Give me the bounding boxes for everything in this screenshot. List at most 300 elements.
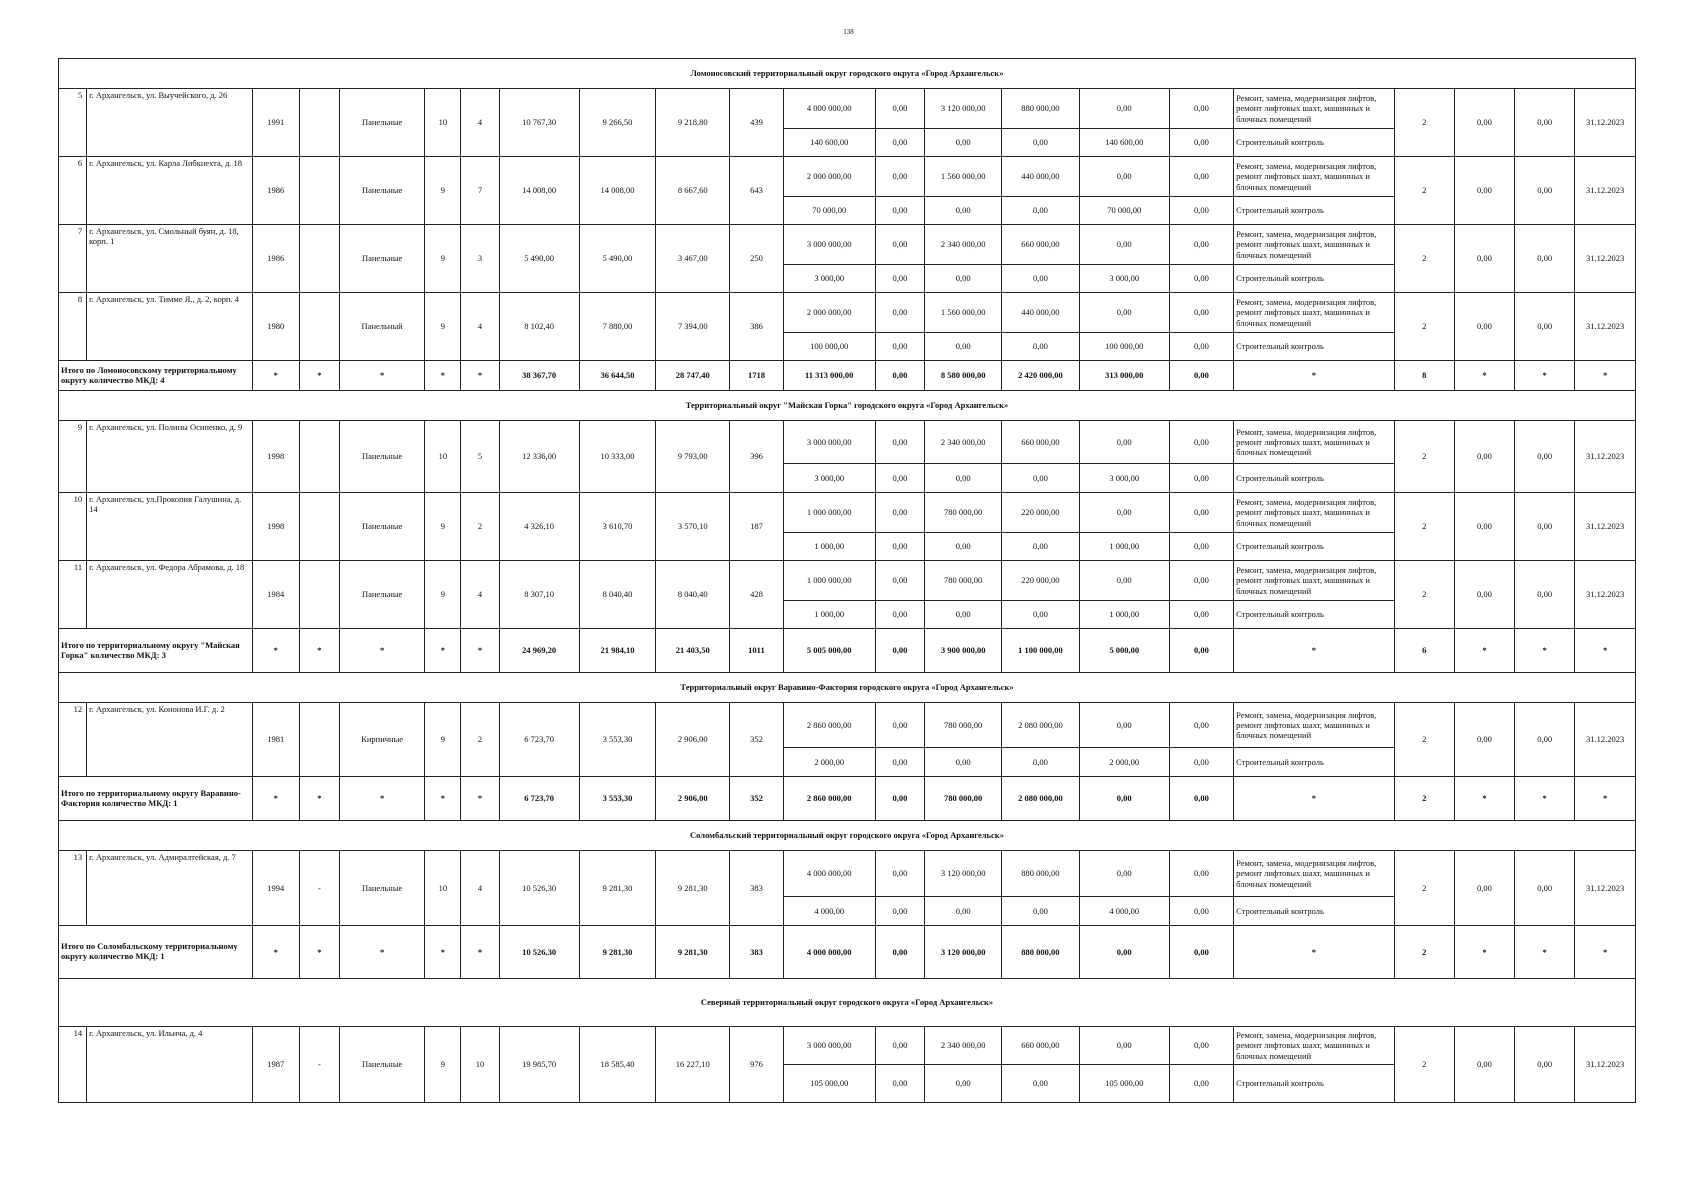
fund-3: 0,00: [1002, 533, 1079, 561]
total-total: 4 000 000,00: [783, 926, 875, 979]
fund-1: 0,00: [875, 157, 924, 197]
table-row: [59, 561, 1636, 601]
address: г. Архангельск, ул. Полины Осипенко, д. 9: [87, 421, 253, 493]
lift-quantity: 2: [1394, 157, 1454, 225]
fund-1: 0,00: [875, 333, 924, 361]
total-area-total: 6 723,70: [499, 777, 579, 821]
area-residential: 10 333,00: [579, 421, 655, 493]
total-area-liv: 21 403,50: [656, 629, 730, 673]
total-area-res: 9 281,30: [579, 926, 655, 979]
fund-2: 0,00: [925, 265, 1002, 293]
fund-1: 0,00: [875, 493, 924, 533]
build-year: 1994: [252, 851, 299, 926]
fund-4: 4 000,00: [1079, 897, 1169, 926]
total-area-res: 21 984,10: [579, 629, 655, 673]
cost-total: 4 000,00: [783, 897, 875, 926]
total-f3: 2 080 000,00: [1002, 777, 1079, 821]
address: г. Архангельск, ул. Смольный буян, д. 18, корп. 1: [87, 225, 253, 293]
work-type: Строительный контроль: [1234, 533, 1395, 561]
work-type: Строительный контроль: [1234, 464, 1395, 493]
fund-3: 660 000,00: [1002, 225, 1079, 265]
deadline: 31.12.2023: [1575, 1027, 1636, 1103]
fund-2: 780 000,00: [925, 703, 1002, 748]
total-total: 5 005 000,00: [783, 629, 875, 673]
fund-4: 0,00: [1079, 851, 1169, 897]
unit-cost-1: 0,00: [1454, 1027, 1514, 1103]
fund-1: 0,00: [875, 129, 924, 157]
work-type: Ремонт, замена, модернизация лифтов, ремонт лифтовых шахт, машинных и блочных помещений: [1234, 89, 1395, 129]
unit-cost-2: 0,00: [1515, 293, 1575, 361]
fund-3: 0,00: [1002, 897, 1079, 926]
fund-4: 0,00: [1079, 89, 1169, 129]
residents: 976: [730, 1027, 783, 1103]
area-total: 19 985,70: [499, 1027, 579, 1103]
total-f4: 5 000,00: [1079, 629, 1169, 673]
work-type: Строительный контроль: [1234, 897, 1395, 926]
entrances: 4: [461, 851, 499, 926]
total-label: Итого по Ломоносовскому территориальному округу количество МКД: 4: [59, 361, 253, 391]
fund-5: 0,00: [1169, 703, 1233, 748]
table-row: [59, 493, 1636, 533]
fund-1: 0,00: [875, 561, 924, 601]
area-residential: 9 281,30: [579, 851, 655, 926]
asterisk-placeholder: *: [1234, 629, 1395, 673]
floors: 9: [425, 1027, 461, 1103]
unit-cost-1: 0,00: [1454, 157, 1514, 225]
fund-3: 660 000,00: [1002, 1027, 1079, 1065]
unit-cost-1: 0,00: [1454, 561, 1514, 629]
area-residential: 3 553,30: [579, 703, 655, 777]
address: г. Архангельск, ул. Тимме Я., д. 2, корп. 4: [87, 293, 253, 361]
fund-1: 0,00: [875, 897, 924, 926]
total-total: 11 313 000,00: [783, 361, 875, 391]
work-type: Ремонт, замена, модернизация лифтов, ремонт лифтовых шахт, машинных и блочных помещений: [1234, 225, 1395, 265]
fund-5: 0,00: [1169, 1065, 1233, 1103]
residents: 352: [730, 703, 783, 777]
fund-1: 0,00: [875, 197, 924, 225]
fund-3: 0,00: [1002, 601, 1079, 629]
lift-quantity: 2: [1394, 851, 1454, 926]
build-year: 1987: [252, 1027, 299, 1103]
cost-total: 4 000 000,00: [783, 851, 875, 897]
fund-2: 1 560 000,00: [925, 293, 1002, 333]
residents: 396: [730, 421, 783, 493]
area-total: 8 102,40: [499, 293, 579, 361]
residents: 643: [730, 157, 783, 225]
fund-1: 0,00: [875, 89, 924, 129]
fund-1: 0,00: [875, 265, 924, 293]
residents: 383: [730, 851, 783, 926]
fund-4: 3 000,00: [1079, 265, 1169, 293]
table-row: [59, 89, 1636, 129]
cost-total: 1 000 000,00: [783, 493, 875, 533]
area-total: 6 723,70: [499, 703, 579, 777]
table-row: [59, 225, 1636, 265]
asterisk-placeholder: *: [1575, 629, 1636, 673]
entrances: 4: [461, 89, 499, 157]
fund-2: 780 000,00: [925, 493, 1002, 533]
asterisk-placeholder: *: [425, 629, 461, 673]
total-area-liv: 2 906,00: [656, 777, 730, 821]
fund-5: 0,00: [1169, 421, 1233, 464]
fund-1: 0,00: [875, 533, 924, 561]
row-number: 12: [59, 703, 87, 777]
fund-5: 0,00: [1169, 89, 1233, 129]
asterisk-placeholder: *: [252, 361, 299, 391]
floors: 10: [425, 421, 461, 493]
total-residents: 1718: [730, 361, 783, 391]
fund-1: 0,00: [875, 421, 924, 464]
area-living: 3 467,00: [656, 225, 730, 293]
unit-cost-2: 0,00: [1515, 157, 1575, 225]
asterisk-placeholder: *: [461, 361, 499, 391]
fund-4: 100 000,00: [1079, 333, 1169, 361]
entrances: 4: [461, 561, 499, 629]
fund-2: 3 120 000,00: [925, 851, 1002, 897]
lift-quantity: 2: [1394, 1027, 1454, 1103]
fund-5: 0,00: [1169, 197, 1233, 225]
cost-total: 1 000 000,00: [783, 561, 875, 601]
total-f5: 0,00: [1169, 629, 1233, 673]
asterisk-placeholder: *: [1234, 926, 1395, 979]
fund-1: 0,00: [875, 703, 924, 748]
table-row: [59, 293, 1636, 333]
wall-material: Кирпичные: [339, 703, 424, 777]
deadline: 31.12.2023: [1575, 703, 1636, 777]
fund-1: 0,00: [875, 851, 924, 897]
fund-2: 3 120 000,00: [925, 89, 1002, 129]
build-year: 1980: [252, 293, 299, 361]
build-year: 1986: [252, 225, 299, 293]
floors: 9: [425, 293, 461, 361]
row-number: 5: [59, 89, 87, 157]
residents: 187: [730, 493, 783, 561]
fund-2: 2 340 000,00: [925, 421, 1002, 464]
column-3: [299, 293, 339, 361]
asterisk-placeholder: *: [1234, 777, 1395, 821]
asterisk-placeholder: *: [1454, 926, 1514, 979]
total-label: Итого по Соломбальскому территориальному округу количество МКД: 1: [59, 926, 253, 979]
area-total: 4 326,10: [499, 493, 579, 561]
fund-4: 1 000,00: [1079, 601, 1169, 629]
fund-3: 0,00: [1002, 129, 1079, 157]
work-type: Ремонт, замена, модернизация лифтов, ремонт лифтовых шахт, машинных и блочных помещений: [1234, 157, 1395, 197]
fund-3: 220 000,00: [1002, 493, 1079, 533]
fund-2: 0,00: [925, 129, 1002, 157]
area-living: 16 227,10: [656, 1027, 730, 1103]
floors: 9: [425, 157, 461, 225]
unit-cost-2: 0,00: [1515, 493, 1575, 561]
deadline: 31.12.2023: [1575, 225, 1636, 293]
column-3: [299, 561, 339, 629]
fund-4: 0,00: [1079, 157, 1169, 197]
asterisk-placeholder: *: [1454, 777, 1514, 821]
cost-total: 3 000 000,00: [783, 1027, 875, 1065]
deadline: 31.12.2023: [1575, 89, 1636, 157]
unit-cost-1: 0,00: [1454, 851, 1514, 926]
table-row: [59, 157, 1636, 197]
build-year: 1998: [252, 493, 299, 561]
fund-2: 0,00: [925, 333, 1002, 361]
work-type: Строительный контроль: [1234, 333, 1395, 361]
total-area-liv: 28 747,40: [656, 361, 730, 391]
work-type: Ремонт, замена, модернизация лифтов, ремонт лифтовых шахт, машинных и блочных помещений: [1234, 703, 1395, 748]
address: г. Архангельск, ул. Федора Абрамова, д. 18: [87, 561, 253, 629]
cost-total: 2 860 000,00: [783, 703, 875, 748]
section-title: Территориальный округ "Майская Горка" городского округа «Город Архангельск»: [59, 391, 1636, 421]
cost-total: 140 600,00: [783, 129, 875, 157]
total-label: Итого по территориальному округу Варавино-Фактория количество МКД: 1: [59, 777, 253, 821]
fund-1: 0,00: [875, 1065, 924, 1103]
fund-4: 0,00: [1079, 1027, 1169, 1065]
cost-total: 4 000 000,00: [783, 89, 875, 129]
row-number: 11: [59, 561, 87, 629]
total-label: Итого по территориальному округу "Майская Горка" количество МКД: 3: [59, 629, 253, 673]
total-row: [59, 361, 1636, 391]
lift-quantity: 2: [1394, 89, 1454, 157]
total-f3: 2 420 000,00: [1002, 361, 1079, 391]
unit-cost-2: 0,00: [1515, 225, 1575, 293]
total-f4: 0,00: [1079, 777, 1169, 821]
residents: 386: [730, 293, 783, 361]
row-number: 7: [59, 225, 87, 293]
build-year: 1984: [252, 561, 299, 629]
fund-2: 0,00: [925, 601, 1002, 629]
fund-1: 0,00: [875, 1027, 924, 1065]
column-3: [299, 493, 339, 561]
area-living: 9 281,30: [656, 851, 730, 926]
total-area-total: 38 367,70: [499, 361, 579, 391]
fund-3: 0,00: [1002, 748, 1079, 777]
fund-3: 0,00: [1002, 265, 1079, 293]
work-type: Строительный контроль: [1234, 197, 1395, 225]
fund-2: 0,00: [925, 197, 1002, 225]
wall-material: Панельные: [339, 851, 424, 926]
unit-cost-1: 0,00: [1454, 225, 1514, 293]
asterisk-placeholder: *: [425, 926, 461, 979]
wall-material: Панельные: [339, 561, 424, 629]
total-quantity: 2: [1394, 777, 1454, 821]
build-year: 1986: [252, 157, 299, 225]
total-quantity: 8: [1394, 361, 1454, 391]
total-row: [59, 629, 1636, 673]
deadline: 31.12.2023: [1575, 493, 1636, 561]
asterisk-placeholder: *: [1575, 777, 1636, 821]
area-residential: 3 610,70: [579, 493, 655, 561]
deadline: 31.12.2023: [1575, 421, 1636, 493]
fund-4: 140 600,00: [1079, 129, 1169, 157]
area-living: 8 040,40: [656, 561, 730, 629]
wall-material: Панельные: [339, 157, 424, 225]
address: г. Архангельск, ул.Прокопия Галушина, д. 14: [87, 493, 253, 561]
fund-4: 0,00: [1079, 421, 1169, 464]
total-area-total: 10 526,30: [499, 926, 579, 979]
work-type: Строительный контроль: [1234, 748, 1395, 777]
work-type: Ремонт, замена, модернизация лифтов, ремонт лифтовых шахт, машинных и блочных помещений: [1234, 421, 1395, 464]
cost-total: 3 000 000,00: [783, 421, 875, 464]
fund-3: 660 000,00: [1002, 421, 1079, 464]
lift-quantity: 2: [1394, 561, 1454, 629]
address: г. Архангельск, ул. Кононова И.Г. д. 2: [87, 703, 253, 777]
area-residential: 9 266,50: [579, 89, 655, 157]
lift-quantity: 2: [1394, 421, 1454, 493]
fund-3: 0,00: [1002, 464, 1079, 493]
deadline: 31.12.2023: [1575, 561, 1636, 629]
column-3: [299, 421, 339, 493]
section-title-row: [59, 391, 1636, 421]
unit-cost-2: 0,00: [1515, 1027, 1575, 1103]
fund-3: 440 000,00: [1002, 157, 1079, 197]
row-number: 10: [59, 493, 87, 561]
lift-quantity: 2: [1394, 225, 1454, 293]
column-3: [299, 703, 339, 777]
total-f5: 0,00: [1169, 926, 1233, 979]
fund-3: 880 000,00: [1002, 89, 1079, 129]
fund-5: 0,00: [1169, 333, 1233, 361]
section-title-row: [59, 673, 1636, 703]
work-type: Строительный контроль: [1234, 1065, 1395, 1103]
lift-quantity: 2: [1394, 703, 1454, 777]
entrances: 7: [461, 157, 499, 225]
area-total: 8 307,10: [499, 561, 579, 629]
asterisk-placeholder: *: [461, 629, 499, 673]
asterisk-placeholder: *: [339, 361, 424, 391]
fund-3: 880 000,00: [1002, 851, 1079, 897]
build-year: 1998: [252, 421, 299, 493]
total-f5: 0,00: [1169, 777, 1233, 821]
fund-4: 105 000,00: [1079, 1065, 1169, 1103]
column-3: [299, 89, 339, 157]
floors: 9: [425, 225, 461, 293]
area-total: 10 526,30: [499, 851, 579, 926]
fund-5: 0,00: [1169, 533, 1233, 561]
fund-4: 0,00: [1079, 225, 1169, 265]
fund-2: 0,00: [925, 897, 1002, 926]
total-quantity: 2: [1394, 926, 1454, 979]
total-f1: 0,00: [875, 777, 924, 821]
wall-material: Панельные: [339, 89, 424, 157]
floors: 10: [425, 89, 461, 157]
total-residents: 1011: [730, 629, 783, 673]
total-area-res: 3 553,30: [579, 777, 655, 821]
total-f2: 3 120 000,00: [925, 926, 1002, 979]
fund-3: 0,00: [1002, 1065, 1079, 1103]
fund-5: 0,00: [1169, 1027, 1233, 1065]
total-area-liv: 9 281,30: [656, 926, 730, 979]
fund-1: 0,00: [875, 748, 924, 777]
total-f4: 313 000,00: [1079, 361, 1169, 391]
column-3: [299, 225, 339, 293]
area-residential: 7 880,00: [579, 293, 655, 361]
fund-2: 2 340 000,00: [925, 225, 1002, 265]
total-row: [59, 777, 1636, 821]
address: г. Архангельск, ул. Адмиралтейская, д. 7: [87, 851, 253, 926]
total-total: 2 860 000,00: [783, 777, 875, 821]
section-title-row: [59, 979, 1636, 1027]
residents: 439: [730, 89, 783, 157]
unit-cost-2: 0,00: [1515, 561, 1575, 629]
asterisk-placeholder: *: [1515, 926, 1575, 979]
fund-4: 0,00: [1079, 703, 1169, 748]
entrances: 5: [461, 421, 499, 493]
capital-repair-table: [58, 58, 1636, 1103]
asterisk-placeholder: *: [299, 629, 339, 673]
row-number: 14: [59, 1027, 87, 1103]
total-f1: 0,00: [875, 629, 924, 673]
fund-3: 0,00: [1002, 197, 1079, 225]
asterisk-placeholder: *: [339, 629, 424, 673]
fund-5: 0,00: [1169, 293, 1233, 333]
work-type: Строительный контроль: [1234, 129, 1395, 157]
area-total: 5 490,00: [499, 225, 579, 293]
entrances: 4: [461, 293, 499, 361]
section-title: Ломоносовский территориальный округ городского округа «Город Архангельск»: [59, 59, 1636, 89]
fund-4: 2 000,00: [1079, 748, 1169, 777]
fund-3: 0,00: [1002, 333, 1079, 361]
asterisk-placeholder: *: [461, 777, 499, 821]
cost-total: 2 000 000,00: [783, 157, 875, 197]
residents: 428: [730, 561, 783, 629]
fund-2: 780 000,00: [925, 561, 1002, 601]
total-area-total: 24 969,20: [499, 629, 579, 673]
fund-5: 0,00: [1169, 561, 1233, 601]
unit-cost-1: 0,00: [1454, 421, 1514, 493]
work-type: Ремонт, замена, модернизация лифтов, ремонт лифтовых шахт, машинных и блочных помещений: [1234, 561, 1395, 601]
fund-2: 0,00: [925, 748, 1002, 777]
work-type: Строительный контроль: [1234, 265, 1395, 293]
fund-5: 0,00: [1169, 225, 1233, 265]
fund-2: 0,00: [925, 464, 1002, 493]
fund-5: 0,00: [1169, 748, 1233, 777]
area-residential: 5 490,00: [579, 225, 655, 293]
unit-cost-2: 0,00: [1515, 703, 1575, 777]
fund-4: 3 000,00: [1079, 464, 1169, 493]
unit-cost-1: 0,00: [1454, 493, 1514, 561]
total-f2: 780 000,00: [925, 777, 1002, 821]
asterisk-placeholder: *: [1575, 926, 1636, 979]
total-f4: 0,00: [1079, 926, 1169, 979]
wall-material: Панельные: [339, 493, 424, 561]
total-f3: 880 000,00: [1002, 926, 1079, 979]
asterisk-placeholder: *: [1454, 629, 1514, 673]
column-3: -: [299, 1027, 339, 1103]
work-type: Ремонт, замена, модернизация лифтов, ремонт лифтовых шахт, машинных и блочных помещений: [1234, 1027, 1395, 1065]
fund-1: 0,00: [875, 293, 924, 333]
fund-5: 0,00: [1169, 601, 1233, 629]
total-area-res: 36 644,50: [579, 361, 655, 391]
asterisk-placeholder: *: [299, 777, 339, 821]
area-residential: 18 585,40: [579, 1027, 655, 1103]
row-number: 8: [59, 293, 87, 361]
fund-4: 70 000,00: [1079, 197, 1169, 225]
cost-total: 1 000,00: [783, 533, 875, 561]
table-row: [59, 1027, 1636, 1065]
entrances: 2: [461, 703, 499, 777]
total-row: [59, 926, 1636, 979]
fund-2: 0,00: [925, 1065, 1002, 1103]
floors: 9: [425, 493, 461, 561]
asterisk-placeholder: *: [252, 926, 299, 979]
asterisk-placeholder: *: [461, 926, 499, 979]
asterisk-placeholder: *: [425, 777, 461, 821]
row-number: 13: [59, 851, 87, 926]
row-number: 6: [59, 157, 87, 225]
unit-cost-1: 0,00: [1454, 293, 1514, 361]
floors: 9: [425, 703, 461, 777]
work-type: Ремонт, замена, модернизация лифтов, ремонт лифтовых шахт, машинных и блочных помещений: [1234, 851, 1395, 897]
area-living: 8 667,60: [656, 157, 730, 225]
wall-material: Панельные: [339, 1027, 424, 1103]
